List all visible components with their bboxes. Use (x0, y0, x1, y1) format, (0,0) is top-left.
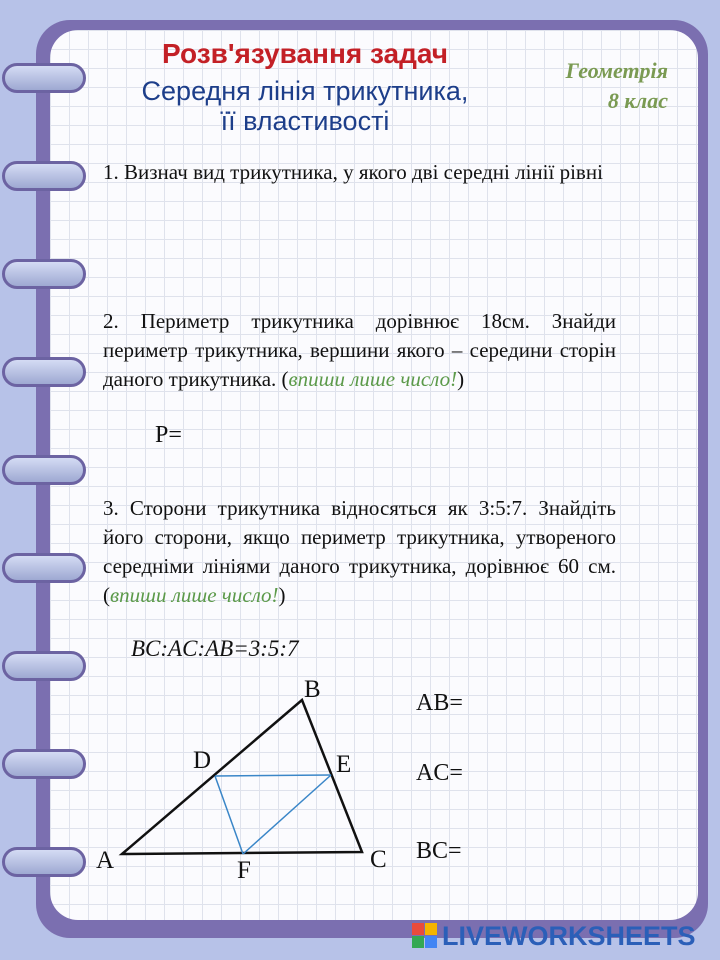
task-2-text: 2. Периметр трикутника дорівнює 18см. Знайди периметр трикутника, вершини якого – середини сторін даного трикутника. ( (103, 309, 616, 391)
task-2-hint: впиши лише число! (288, 367, 458, 391)
task-2-close: ) (457, 367, 465, 391)
triangle-abc (122, 700, 362, 854)
midpoint-f-label: F (237, 857, 251, 884)
midline-fd (215, 776, 243, 854)
ab-answer-label: AB= (416, 690, 463, 716)
midline-de (215, 775, 331, 776)
subject-name: Геометрія (565, 58, 668, 83)
midpoint-e-label: E (336, 751, 352, 778)
task-3-text: 3. Сторони трикутника відносяться як 3:5:7. Знайдіть його сторони, якщо периметр трикутника, утвореного середніми лініями даного трикутника, дорівнює 60 см. ( (103, 496, 616, 607)
task-3-hint: впиши лише число! (110, 583, 279, 607)
topic-title-line2: її властивості (220, 106, 390, 136)
ac-answer-label: AC= (416, 760, 463, 786)
vertex-a-label: A (96, 847, 115, 874)
bc-answer-label: BC= (416, 838, 462, 864)
midpoint-d-label: D (193, 747, 212, 774)
vertex-b-label: B (304, 676, 321, 703)
subject-grade: 8 клас (607, 88, 668, 113)
liveworksheets-logo (412, 922, 696, 950)
task-1-text: 1. Визнач вид трикутника, у якого дві середні лінії рівні (103, 160, 603, 184)
vertex-c-label: C (370, 846, 387, 873)
midline-ef (243, 775, 331, 854)
liveworksheets-icon (412, 923, 438, 949)
topic-title-line1: Середня лінія трикутника, (141, 76, 469, 106)
perimeter-answer-label: P= (155, 422, 182, 448)
liveworksheets-wordmark: LIVEWORKSHEETS (442, 920, 696, 951)
page-title: Розв'язування задач (161, 38, 448, 69)
task-3-close: ) (278, 583, 286, 607)
side-ratio: BC:AC:AB=3:5:7 (131, 636, 299, 661)
